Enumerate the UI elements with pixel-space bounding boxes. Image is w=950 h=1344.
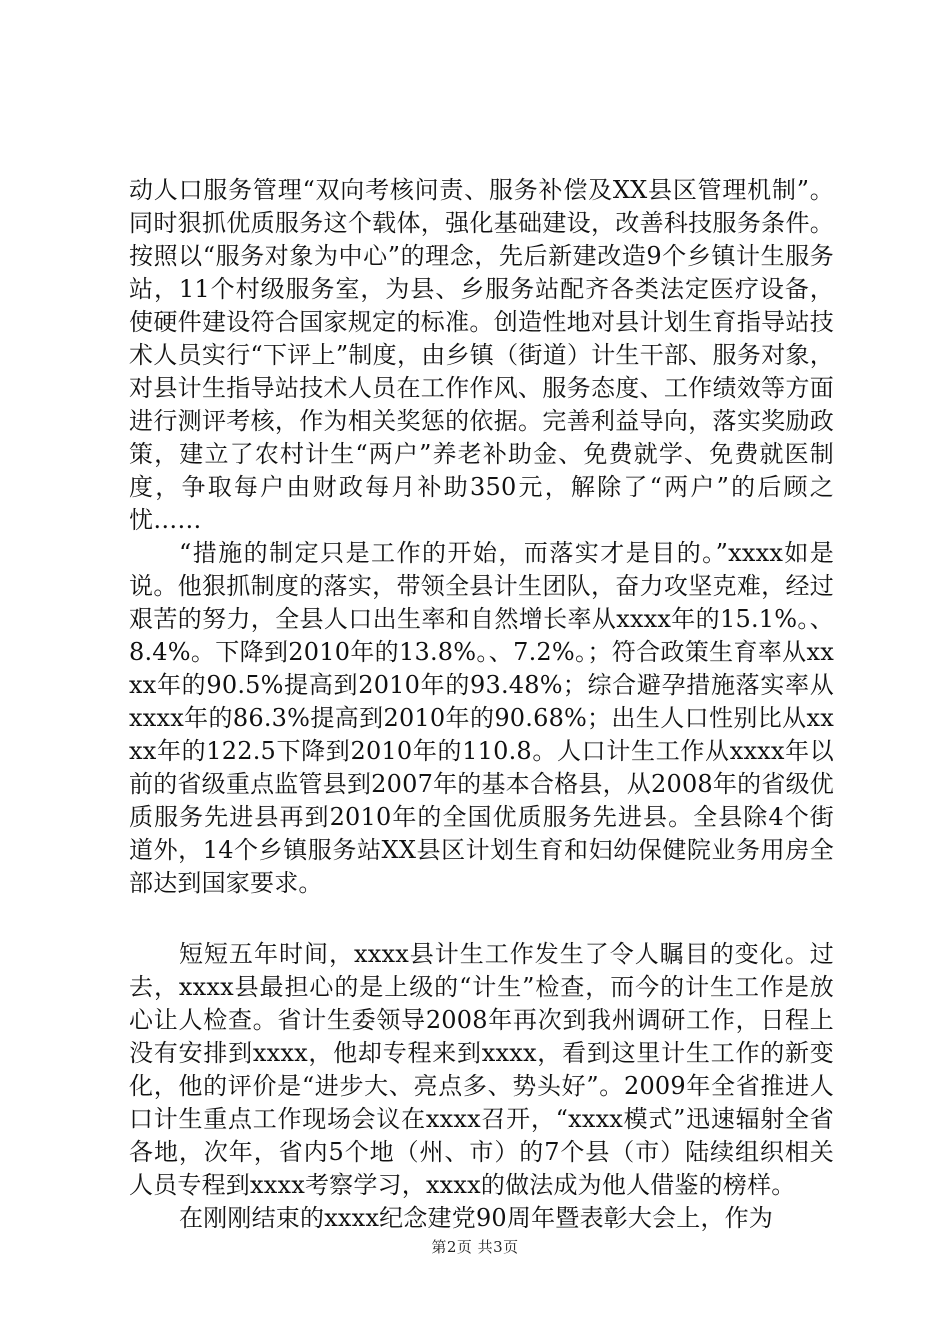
page-number-footer: 第2页 共3页 bbox=[431, 1238, 519, 1256]
paragraph-spacer bbox=[129, 900, 834, 938]
paragraph-3: 短短五年时间，xxxx县计生工作发生了令人瞩目的变化。过去，xxxx县最担心的是上级的“计生”检查，而今的计生工作是放心让人检查。省计生委领导2008年再次到我州调研工作，日程上没有安排到xxxx，他却专程来到xxxx，看到这里计生工作的新变化，他的评价是“进步大、亮点多、势头好”。2009年全省推进人口计生重点工作现场会议在xxxx召开，“xxxx模式”迅速辐射全省各地，次年，省内5个地（州、市）的7个县（市）陆续组织相关人员专程到xxxx考察学习，xxxx的做法成为他人借鉴的榜样。 bbox=[129, 940, 834, 1199]
document-body bbox=[129, 174, 834, 1235]
paragraph-4: 在刚刚结束的xxxx纪念建党90周年暨表彰大会上，作为 bbox=[179, 1204, 774, 1232]
paragraph-2: “措施的制定只是工作的开始，而落实才是目的。”xxxx如是说。他狠抓制度的落实，带领全县计生团队，奋力攻坚克难，经过艰苦的努力，全县人口出生率和自然增长率从xxxx年的15.1%。、8.4%。下降到2010年的13.8%。、7.2%。；符合政策生育率从xxxx年的90.5%提高到2010年的93.48%；综合避孕措施落实率从xxxx年的86.3%提高到2010年的90.68%；出生人口性别比从xxxx年的122.5下降到2010年的110.8。人口计生工作从xxxx年以前的省级重点监管县到2007年的基本合格县，从2008年的省级优质服务先进县再到2010年的全国优质服务先进县。全县除4个街道外，14个乡镇服务站XX县区计划生育和妇幼保健院业务用房全部达到国家要求。 bbox=[129, 539, 834, 897]
paragraph-1: 动人口服务管理“双向考核问责、服务补偿及XX县区管理机制”。同时狠抓优质服务这个载体，强化基础建设，改善科技服务条件。按照以“服务对象为中心”的理念，先后新建改造9个乡镇计生服务站，11个村级服务室，为县、乡服务站配齐各类法定医疗设备，使硬件建设符合国家规定的标准。创造性地对县计划生育指导站技术人员实行“下评上”制度，由乡镇（街道）计生干部、服务对象，对县计生指导站技术人员在工作作风、服务态度、工作绩效等方面进行测评考核，作为相关奖惩的依据。完善利益导向，落实奖励政策，建立了农村计生“两户”养老补助金、免费就学、免费就医制度，争取每户由财政每月补助350元，解除了“两户”的后顾之忧…… bbox=[129, 176, 834, 534]
